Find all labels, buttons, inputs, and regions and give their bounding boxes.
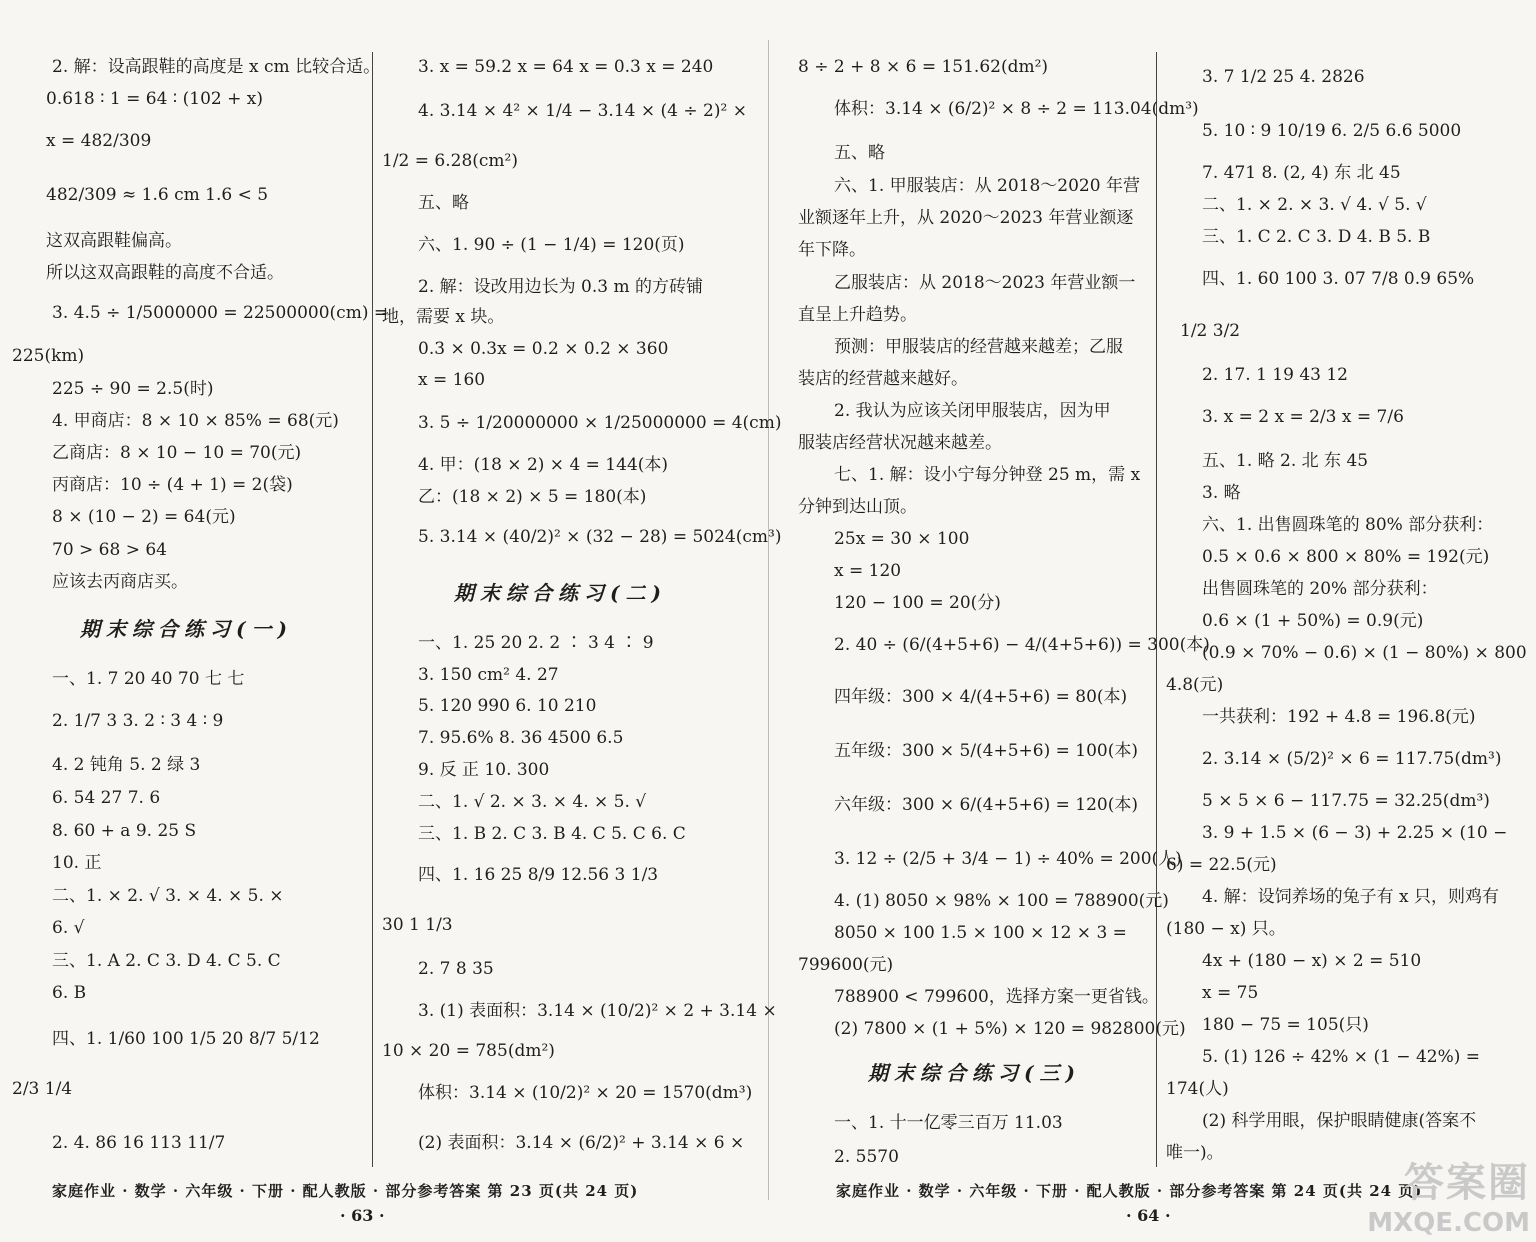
answer-line: 服装店经营状况越来越差。	[798, 433, 1002, 453]
answer-line: (2) 7800 × (1 + 5%) × 120 = 982800(元)	[834, 1019, 1186, 1039]
answer-line: 4.8(元)	[1166, 675, 1224, 695]
answer-line: 一、1. 25 20 2. 2 ∶ 3 4 ∶ 9	[418, 633, 654, 653]
column-divider	[372, 52, 373, 1167]
answer-line: 二、1. × 2. × 3. √ 4. √ 5. √	[1202, 195, 1427, 215]
answer-line: 2. 17. 1 19 43 12	[1202, 365, 1348, 385]
answer-line: 6. B	[52, 983, 87, 1003]
answer-line: 一、1. 十一亿零三百万 11.03	[834, 1113, 1063, 1133]
answer-line: 乙服装店：从 2018～2023 年营业额一	[834, 273, 1136, 293]
answer-line: 225 ÷ 90 = 2.5(时)	[52, 379, 214, 399]
answer-line: 3. 5 ÷ 1/20000000 × 1/25000000 = 4(cm)	[418, 413, 782, 433]
section-title: 期末综合练习(三)	[868, 1061, 1081, 1085]
answer-line: 7. 95.6% 8. 36 4500 6.5	[418, 728, 624, 748]
answer-line: 三、1. A 2. C 3. D 4. C 5. C	[52, 951, 281, 971]
answer-line: 5. 3.14 × (40/2)² × (32 − 28) = 5024(cm³)	[418, 527, 782, 547]
answer-line: 3. 略	[1202, 483, 1241, 503]
answer-line: 2. 我认为应该关闭甲服装店，因为甲	[834, 401, 1111, 421]
watermark-text: 答案圈	[1404, 1160, 1530, 1206]
answer-line: 120 − 100 = 20(分)	[834, 593, 1001, 613]
answer-line: 装店的经营越来越好。	[798, 369, 968, 389]
answer-line: 2. 3.14 × (5/2)² × 6 = 117.75(dm³)	[1202, 749, 1502, 769]
answer-line: 体积：3.14 × (6/2)² × 8 ÷ 2 = 113.04(dm³)	[834, 99, 1199, 119]
answer-line: 1/2 = 6.28(cm²)	[382, 151, 518, 171]
answer-line: x = 120	[834, 561, 902, 581]
answer-line: 5 × 5 × 6 − 117.75 = 32.25(dm³)	[1202, 791, 1490, 811]
answer-line: 2. 解：设高跟鞋的高度是 x cm 比较合适。	[52, 57, 381, 77]
page-footer: 家庭作业 · 数学 · 六年级 · 下册 · 配人教版 · 部分参考答案 第 23 页(共 24 页)	[52, 1182, 639, 1200]
answer-line: 5. 10 ∶ 9 10/19 6. 2/5 6.6 5000	[1202, 121, 1462, 141]
answer-line: 6) = 22.5(元)	[1166, 855, 1277, 875]
answer-line: 180 − 75 = 105(只)	[1202, 1015, 1369, 1035]
answer-line: 4. (1) 8050 × 98% × 100 = 788900(元)	[834, 891, 1169, 911]
answer-line: 七、1. 解：设小宁每分钟登 25 m，需 x	[834, 465, 1141, 485]
answer-line: 5. (1) 126 ÷ 42% × (1 − 42%) =	[1202, 1047, 1481, 1067]
answer-line: 482/309 ≈ 1.6 cm 1.6 < 5	[46, 185, 269, 205]
answer-line: 2. 7 8 35	[418, 959, 494, 979]
answer-line: 3. 7 1/2 25 4. 2826	[1202, 67, 1365, 87]
answer-line: 0.6 × (1 + 50%) = 0.9(元)	[1202, 611, 1424, 631]
answer-line: 4. 解：设饲养场的兔子有 x 只，则鸡有	[1202, 887, 1500, 907]
answer-line: 1/2 3/2	[1180, 321, 1241, 341]
answer-line: 70 > 68 > 64	[52, 540, 167, 560]
answer-line: 一共获利：192 + 4.8 = 196.8(元)	[1202, 707, 1476, 727]
answer-line: 乙商店：8 × 10 − 10 = 70(元)	[52, 443, 302, 463]
answer-line: 6. 54 27 7. 6	[52, 788, 161, 808]
answer-line: 225(km)	[12, 346, 85, 366]
answer-line: 3. 12 ÷ (2/5 + 3/4 − 1) ÷ 40% = 200(人)	[834, 849, 1182, 869]
answer-line: 五、1. 略 2. 北 东 45	[1202, 451, 1369, 471]
answer-line: 2. 1/7 3 3. 2 ∶ 3 4 ∶ 9	[52, 711, 224, 731]
answer-line: 3. x = 59.2 x = 64 x = 0.3 x = 240	[418, 57, 714, 77]
answer-line: 地，需要 x 块。	[382, 307, 505, 327]
answer-line: 8 ÷ 2 + 8 × 6 = 151.62(dm²)	[798, 57, 1049, 77]
page-divider	[768, 40, 769, 1200]
answer-line: 10. 正	[52, 853, 102, 873]
answer-line: 四、1. 60 100 3. 07 7/8 0.9 65%	[1202, 269, 1475, 289]
answer-line: 六、1. 出售圆珠笔的 80% 部分获利：	[1202, 515, 1494, 535]
answer-line: 0.5 × 0.6 × 800 × 80% = 192(元)	[1202, 547, 1490, 567]
answer-line: 五年级：300 × 5/(4+5+6) = 100(本)	[834, 741, 1139, 761]
answer-line: 2. 4. 86 16 113 11/7	[52, 1133, 226, 1153]
answer-line: 0.618 ∶ 1 = 64 ∶ (102 + x)	[46, 89, 263, 109]
answer-line: 7. 471 8. (2, 4) 东 北 45	[1202, 163, 1401, 183]
answer-line: 体积：3.14 × (10/2)² × 20 = 1570(dm³)	[418, 1083, 753, 1103]
answer-line: 6. √	[52, 918, 85, 938]
answer-line: 788900 < 799600，选择方案一更省钱。	[834, 987, 1159, 1007]
answer-line: 30 1 1/3	[382, 915, 453, 935]
answer-line: 4. 3.14 × 4² × 1/4 − 3.14 × (4 ÷ 2)² ×	[418, 101, 747, 121]
answer-line: 799600(元)	[798, 955, 894, 975]
answer-line: 2/3 1/4	[12, 1079, 73, 1099]
page-number: · 64 ·	[1126, 1206, 1171, 1225]
answer-line: (180 − x) 只。	[1166, 919, 1286, 939]
answer-line: 8 × (10 − 2) = 64(元)	[52, 507, 236, 527]
answer-line: 2. 解：设改用边长为 0.3 m 的方砖铺	[418, 277, 703, 297]
watermark-logo	[1367, 1151, 1530, 1238]
answer-line: (0.9 × 70% − 0.6) × (1 − 80%) × 800	[1202, 643, 1527, 663]
answer-line: 4. 2 钝角 5. 2 绿 3	[52, 755, 201, 775]
answer-line: 二、1. √ 2. × 3. × 4. × 5. √	[418, 792, 647, 812]
answer-line: 丙商店：10 ÷ (4 + 1) = 2(袋)	[52, 475, 293, 495]
answer-line: 10 × 20 = 785(dm²)	[382, 1041, 555, 1061]
section-title: 期末综合练习(一)	[80, 617, 293, 641]
watermark-url: MXQE.COM	[1367, 1208, 1530, 1238]
answer-line: 3. 4.5 ÷ 1/5000000 = 22500000(cm) =	[52, 303, 389, 323]
answer-line: (2) 表面积：3.14 × (6/2)² + 3.14 × 6 ×	[418, 1133, 745, 1153]
answer-line: 应该去丙商店买。	[52, 572, 188, 592]
answer-line: 六年级：300 × 6/(4+5+6) = 120(本)	[834, 795, 1139, 815]
answer-line: 出售圆珠笔的 20% 部分获利：	[1202, 579, 1438, 599]
page-number: · 63 ·	[340, 1206, 385, 1225]
answer-line: 8. 60 + a 9. 25 S	[52, 821, 197, 841]
answer-line: 3. 9 + 1.5 × (6 − 3) + 2.25 × (10 −	[1202, 823, 1508, 843]
answer-line: 0.3 × 0.3x = 0.2 × 0.2 × 360	[418, 339, 669, 359]
answer-line: 分钟到达山顶。	[798, 497, 917, 517]
answer-line: 三、1. B 2. C 3. B 4. C 5. C 6. C	[418, 824, 686, 844]
answer-line: 2. 5570	[834, 1147, 899, 1167]
answer-line: 乙：(18 × 2) × 5 = 180(本)	[418, 487, 647, 507]
answer-line: 六、1. 90 ÷ (1 − 1/4) = 120(页)	[418, 235, 685, 255]
answer-line: 年下降。	[798, 240, 866, 260]
answer-line: 一、1. 7 20 40 70 七 七	[52, 669, 245, 689]
page-footer: 家庭作业 · 数学 · 六年级 · 下册 · 配人教版 · 部分参考答案 第 24 页(共 24 页)	[836, 1182, 1423, 1200]
answer-line: 3. (1) 表面积：3.14 × (10/2)² × 2 + 3.14 ×	[418, 1001, 777, 1021]
answer-line: 预测：甲服装店的经营越来越差；乙服	[834, 337, 1123, 357]
answer-line: 这双高跟鞋偏高。	[46, 231, 182, 251]
answer-line: 9. 反 正 10. 300	[418, 760, 550, 780]
answer-line: 四年级：300 × 4/(4+5+6) = 80(本)	[834, 687, 1128, 707]
answer-line: 4. 甲商店：8 × 10 × 85% = 68(元)	[52, 411, 339, 431]
answer-line: 五、略	[834, 143, 885, 163]
answer-line: 四、1. 16 25 8/9 12.56 3 1/3	[418, 865, 659, 885]
answer-line: 174(人)	[1166, 1079, 1229, 1099]
answer-line: (2) 科学用眼，保护眼睛健康(答案不	[1202, 1111, 1477, 1131]
answer-line: 25x = 30 × 100	[834, 529, 970, 549]
answer-line: 业额逐年上升，从 2020～2023 年营业额逐	[798, 208, 1134, 228]
answer-line: 3. 150 cm² 4. 27	[418, 665, 559, 685]
answer-line: 直呈上升趋势。	[798, 305, 917, 325]
answer-line: x = 482/309	[46, 131, 152, 151]
answer-line: x = 75	[1202, 983, 1259, 1003]
section-title: 期末综合练习(二)	[454, 581, 667, 605]
answer-line: 五、略	[418, 193, 469, 213]
answer-line: 所以这双高跟鞋的高度不合适。	[46, 263, 284, 283]
answer-line: 8050 × 100 1.5 × 100 × 12 × 3 =	[834, 923, 1127, 943]
answer-line: 5. 120 990 6. 10 210	[418, 696, 597, 716]
answer-line: x = 160	[418, 370, 486, 390]
answer-line: 二、1. × 2. √ 3. × 4. × 5. ×	[52, 886, 284, 906]
answer-line: 4. 甲：(18 × 2) × 4 = 144(本)	[418, 455, 669, 475]
answer-line: 2. 40 ÷ (6/(4+5+6) − 4/(4+5+6)) = 300(本)	[834, 635, 1210, 655]
answer-line: 四、1. 1/60 100 1/5 20 8/7 5/12	[52, 1029, 320, 1049]
answer-line: 六、1. 甲服装店：从 2018～2020 年营	[834, 176, 1140, 196]
answer-line: 4x + (180 − x) × 2 = 510	[1202, 951, 1422, 971]
answer-line: 3. x = 2 x = 2/3 x = 7/6	[1202, 407, 1404, 427]
answer-line: 唯一)。	[1166, 1143, 1224, 1163]
answer-line: 三、1. C 2. C 3. D 4. B 5. B	[1202, 227, 1431, 247]
